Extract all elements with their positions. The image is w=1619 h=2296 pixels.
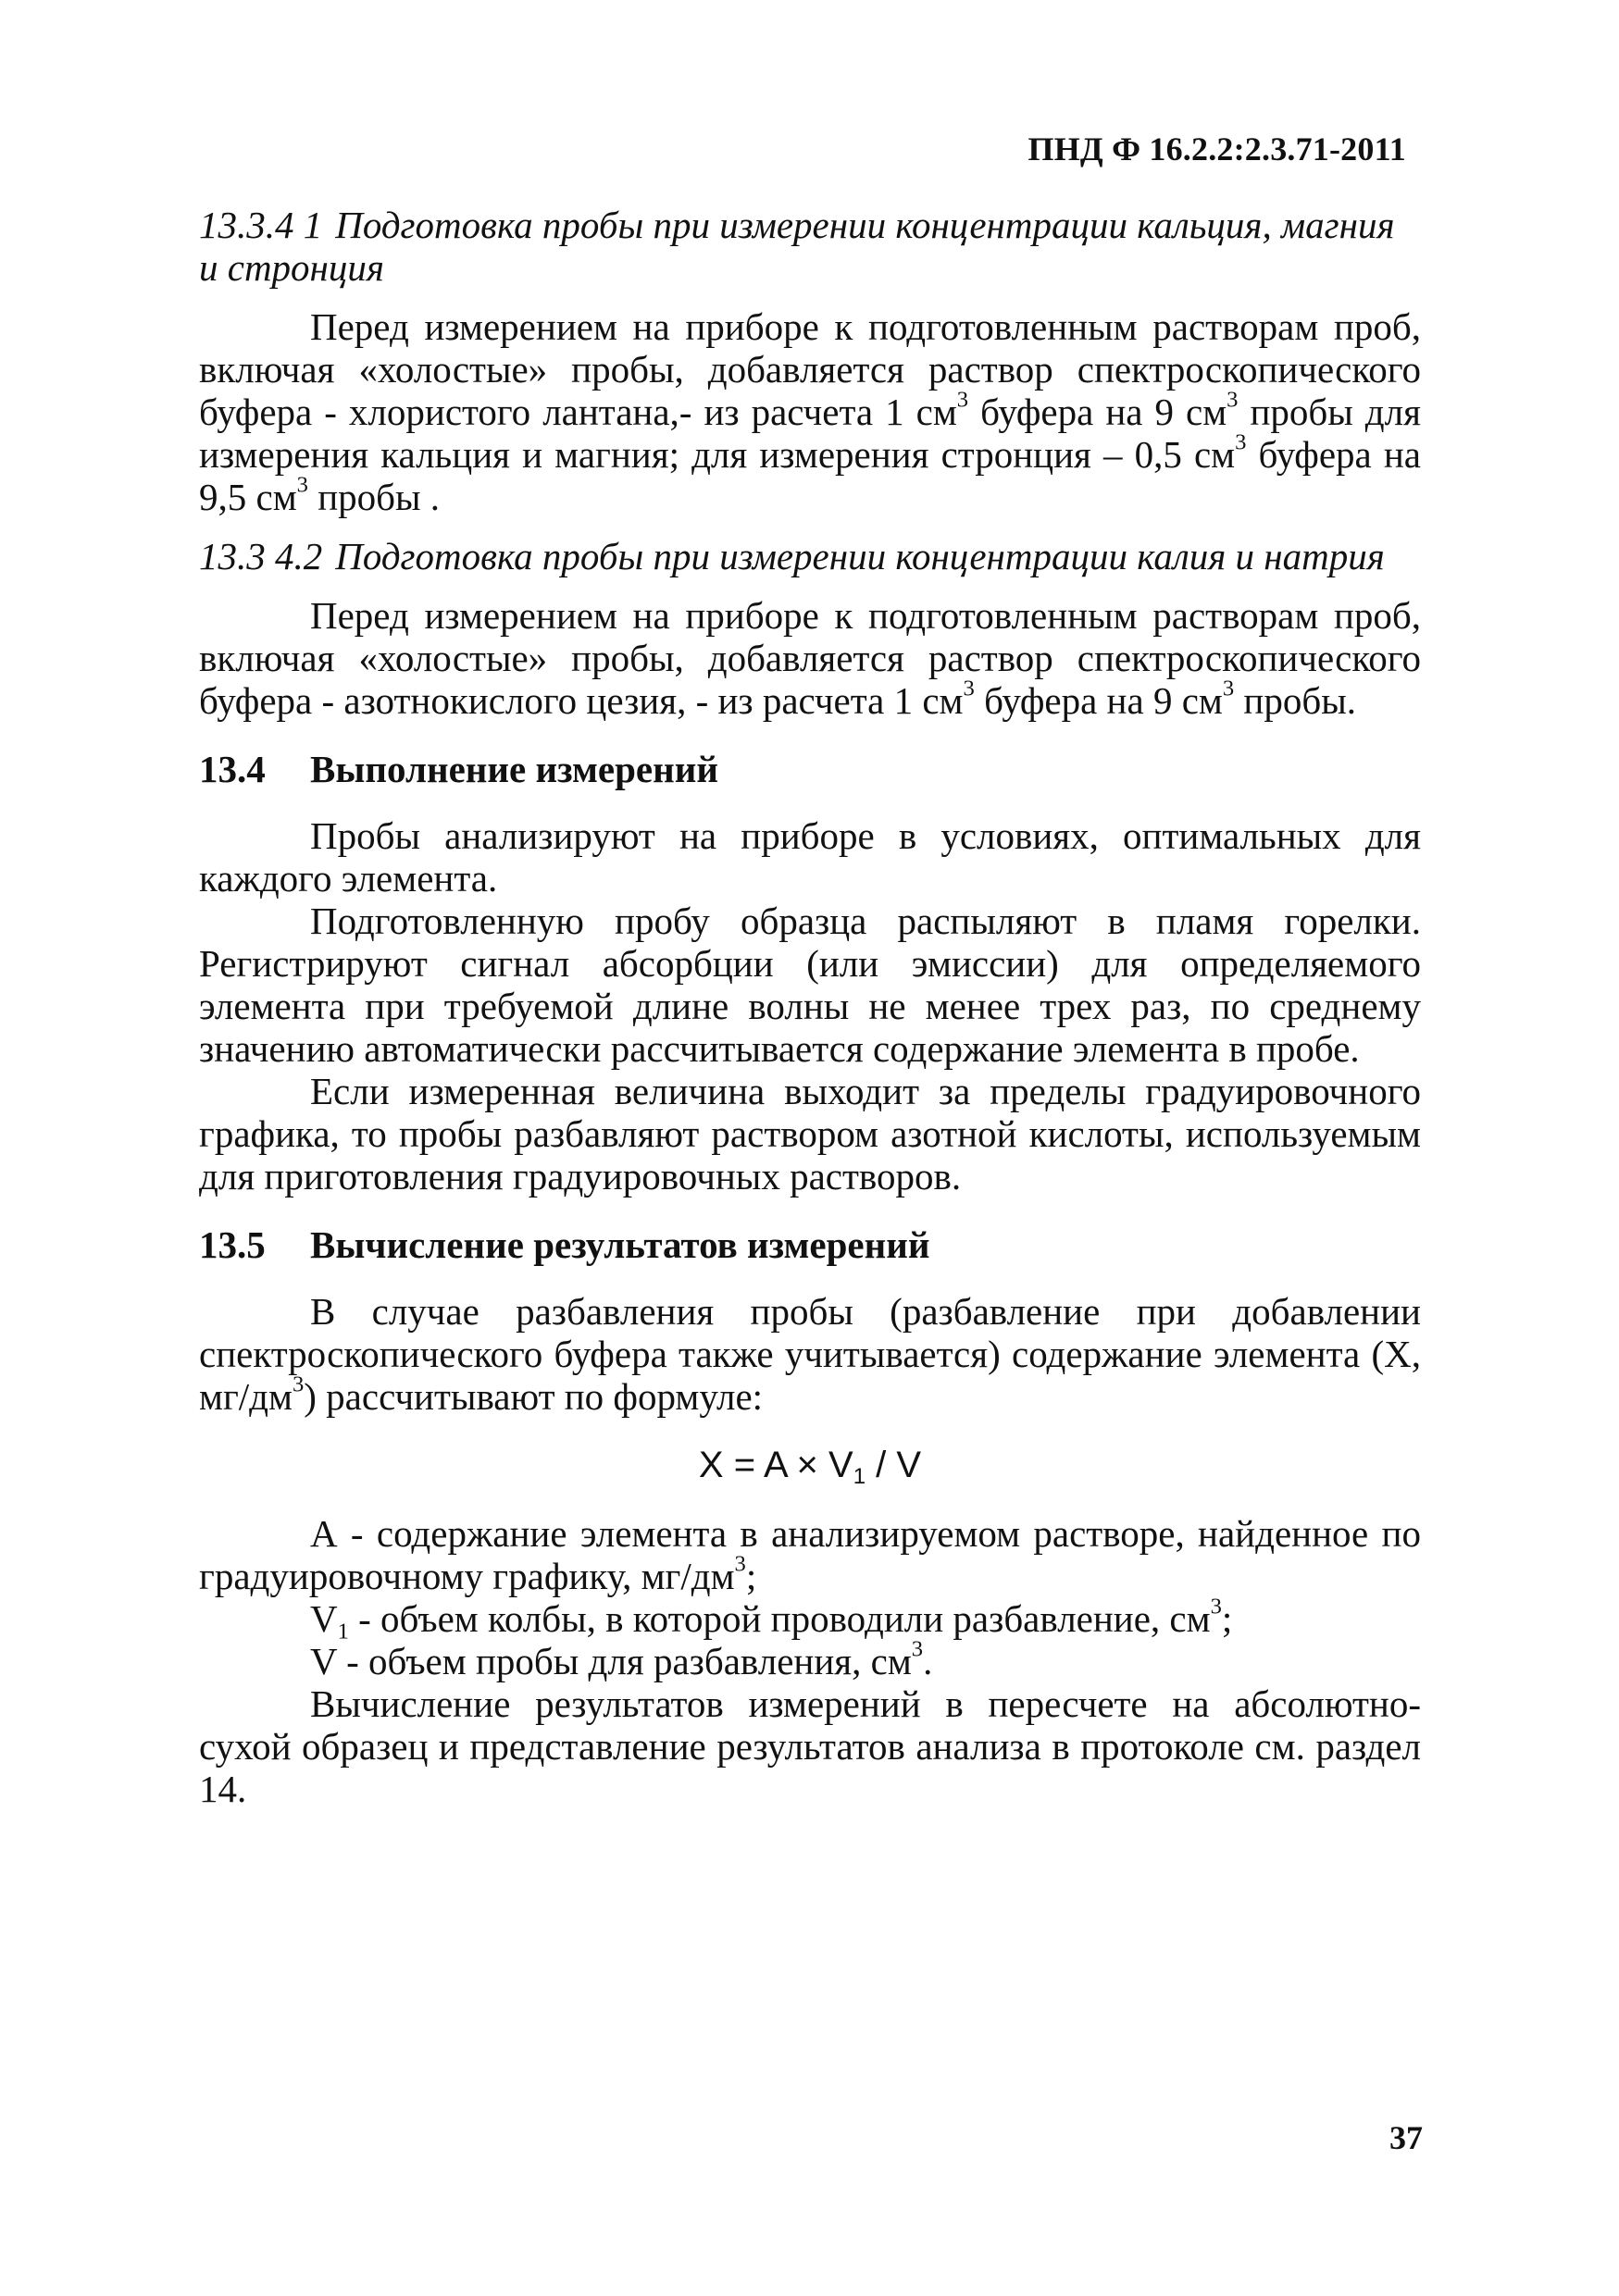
text: буфера на 9 см [974, 679, 1223, 722]
definition-v1 [310, 1594, 1421, 1644]
superscript: 3 [1227, 387, 1239, 413]
text: пробы . [307, 476, 441, 518]
paragraph [199, 305, 1421, 518]
text: буфера на 9,5 см [199, 433, 1421, 518]
superscript: 3 [292, 1371, 305, 1397]
page-number: 37 [1389, 2119, 1423, 2156]
superscript: 3 [296, 472, 308, 498]
section-13-4 [199, 748, 1421, 1198]
section-title: Выполнение измерений [310, 748, 718, 790]
definition-a [199, 1512, 1421, 1597]
text: ; [745, 1555, 757, 1597]
section-heading [199, 748, 1421, 790]
subscript: 1 [853, 1464, 866, 1490]
document-code: ПНД Ф 16.2.2:2.3.71-2011 [1027, 130, 1406, 168]
subsection-title: Подготовка пробы при измерении концентрации кальция, магния и стронция [199, 204, 1395, 289]
section-number: 13.5 [199, 1223, 266, 1266]
paragraph: Вычисление результатов измерений в пересчете на абсолютно-сухой образец и представление результатов анализа в протоколе см. раздел 14. [199, 1682, 1421, 1810]
paragraph: Подготовленную пробу образца распыляют в пламя горелки. Регистрируют сигнал абсорбции (или эмиссии) для определяемого элемента при требуемой длине волны не менее трех раз, по среднему значению автоматически рассчитывается содержание элемента в пробе. [199, 900, 1421, 1070]
text: пробы для измерения кальция и магния; для измерения стронция – 0,5 см [199, 391, 1421, 476]
paragraph [199, 594, 1421, 722]
text: А - содержание элемента в анализируемом растворе, найденное по градуировочному графику, мг/дм [199, 1512, 1421, 1597]
paragraph [199, 1290, 1421, 1418]
text: пробы. [1234, 679, 1356, 722]
text: ; [1221, 1597, 1233, 1640]
text: В случае разбавления пробы (разбавление при добавлении спектроскопического буфера также учитывается) содержание элемента (X, мг/дм [199, 1290, 1421, 1418]
text: V - объем пробы для разбавления, см [310, 1640, 912, 1682]
subsection-number: 13.3 4.2 [199, 535, 323, 577]
subscript: 1 [337, 1619, 349, 1644]
section-13-5 [199, 1223, 1421, 1810]
text: V [310, 1597, 338, 1640]
superscript: 3 [956, 387, 969, 413]
section-heading [199, 1223, 1421, 1266]
text: Перед измерением на приборе к подготовленным растворам проб, включая «холостые» пробы, добавляется раствор спектроскопического буфера - азотнокислого цезия, - из расчета 1 см [199, 594, 1421, 722]
subsection-heading [199, 204, 1421, 289]
section-number: 13.4 [199, 748, 266, 790]
formula-text: X = A × V [698, 1445, 853, 1485]
subsection-13-3-4-1 [199, 204, 1421, 518]
superscript: 3 [1222, 676, 1235, 701]
text: буфера на 9 см [968, 391, 1227, 433]
formula [199, 1444, 1421, 1490]
text: - объем колбы, в которой проводили разбавление, см [348, 1597, 1211, 1640]
text: . [923, 1640, 933, 1682]
text: Перед измерением на приборе к подготовленным растворам проб, включая «холостые» пробы, добавляется раствор спектроскопического буфера - хлористого лантана,- из расчета 1 см [199, 305, 1421, 433]
subsection-number: 13.3.4 1 [199, 204, 323, 246]
paragraph: Пробы анализируют на приборе в условиях, оптимальных для каждого элемента. [199, 814, 1421, 900]
subsection-heading [199, 535, 1421, 577]
section-title: Вычисление результатов измерений [310, 1223, 930, 1266]
subsection-13-3-4-2 [199, 535, 1421, 722]
paragraph: Если измеренная величина выходит за пределы градуировочного графика, то пробы разбавляют раствором азотной кислоты, используемым для приготовления градуировочных растворов. [199, 1070, 1421, 1198]
superscript: 3 [734, 1551, 746, 1577]
formula-text: / V [866, 1445, 922, 1485]
definition-v [310, 1636, 1421, 1682]
text: ) рассчитывают по формуле: [304, 1375, 764, 1418]
subsection-title: Подготовка пробы при измерении концентрации калия и натрия [335, 535, 1385, 577]
page-content [199, 204, 1421, 1827]
superscript: 3 [1210, 1594, 1222, 1620]
superscript: 3 [911, 1636, 924, 1662]
superscript: 3 [963, 676, 975, 701]
superscript: 3 [1235, 429, 1247, 455]
